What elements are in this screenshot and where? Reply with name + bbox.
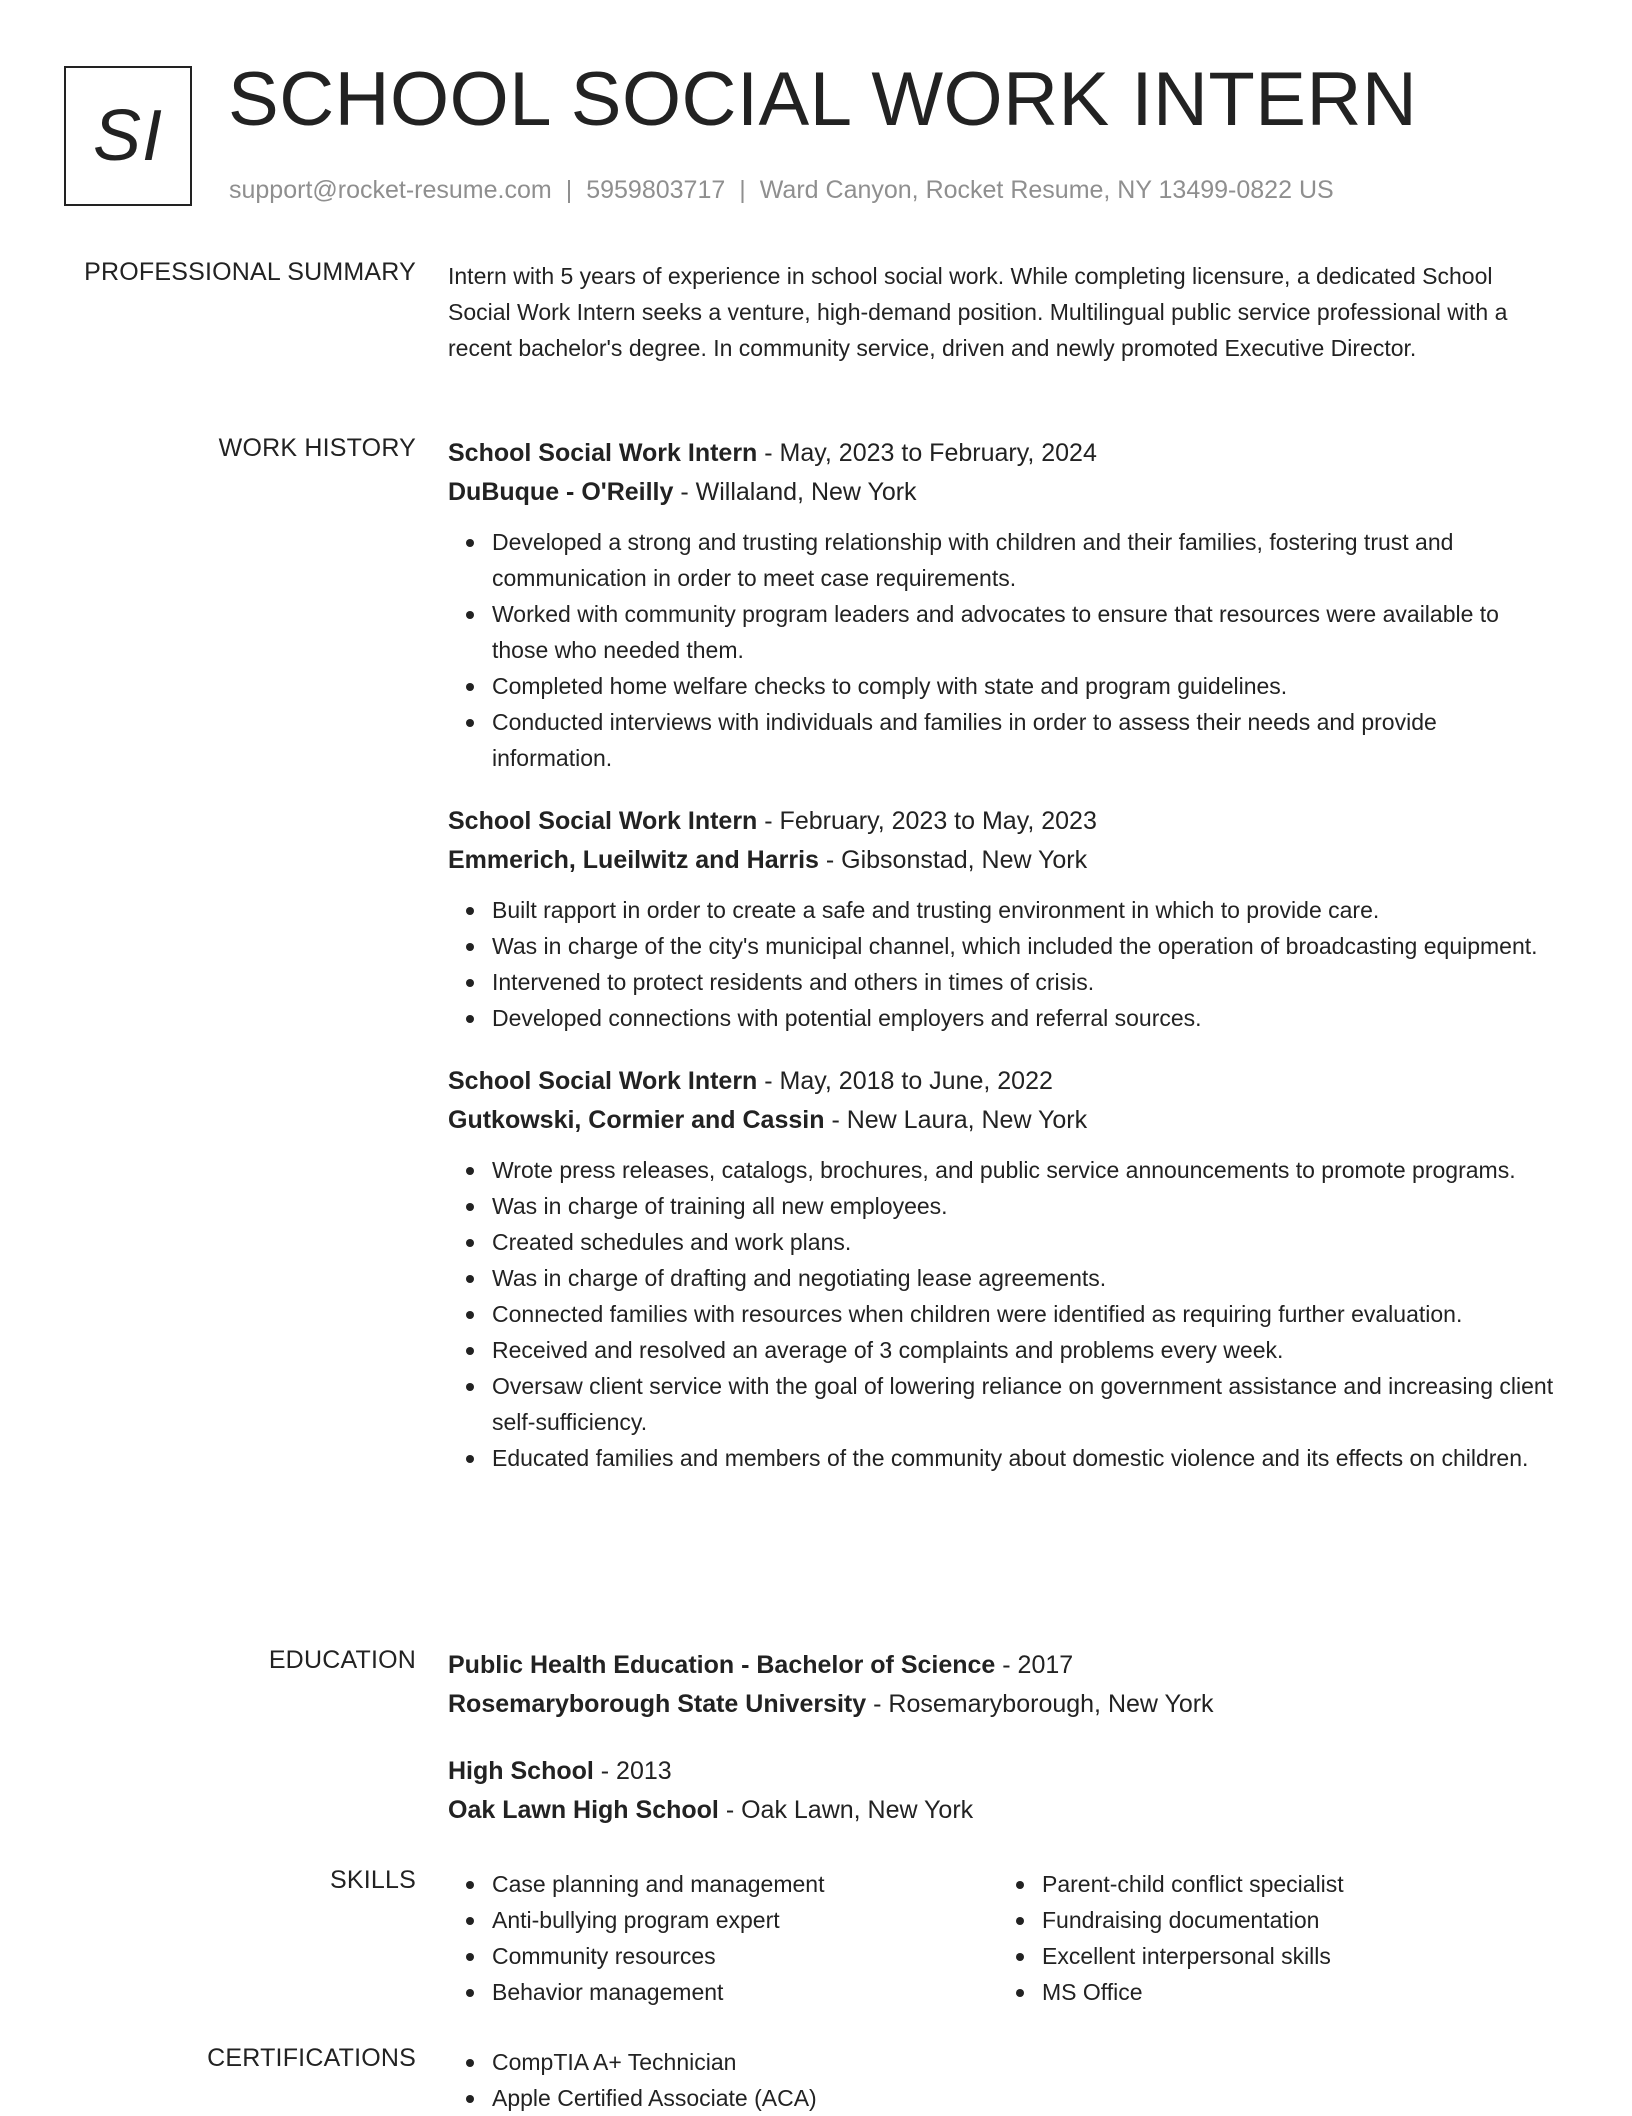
skill-item: Case planning and management <box>492 1866 998 1902</box>
section-label-work-history: WORK HISTORY <box>218 434 416 462</box>
education-location: - Rosemaryborough, New York <box>866 1690 1214 1718</box>
job-title: School Social Work Intern <box>448 807 758 835</box>
job-dates: - May, 2018 to June, 2022 <box>757 1067 1053 1095</box>
job-bullet: Oversaw client service with the goal of lowering reliance on government assistance and increasing client self-sufficiency. <box>492 1368 1558 1440</box>
job-entry <box>448 802 1558 1036</box>
education-body <box>448 1646 1558 1858</box>
contact-address: Ward Canyon, Rocket Resume, NY 13499-0822 US <box>759 176 1334 204</box>
education-degree-line <box>448 1752 1558 1791</box>
job-title-line <box>448 1062 1558 1101</box>
section-label-education: EDUCATION <box>268 1646 416 1674</box>
work-history-body <box>448 434 1558 1502</box>
skill-item: Community resources <box>492 1938 998 1974</box>
job-company-line <box>448 473 1558 512</box>
job-company: DuBuque - O'Reilly <box>448 478 674 506</box>
job-bullet: Conducted interviews with individuals and families in order to assess their needs and provide information. <box>492 704 1558 776</box>
skills-list <box>998 1866 1548 2010</box>
job-bullet: Developed connections with potential employers and referral sources. <box>492 1000 1558 1036</box>
resume-title: SCHOOL SOCIAL WORK INTERN <box>228 57 1418 142</box>
job-bullet: Built rapport in order to create a safe and trusting environment in which to provide care. <box>492 892 1558 928</box>
job-dates: - February, 2023 to May, 2023 <box>757 807 1097 835</box>
certifications-column <box>448 2044 1548 2116</box>
job-company: Gutkowski, Cormier and Cassin <box>448 1106 825 1134</box>
education-degree: High School <box>448 1757 594 1785</box>
contact-email[interactable]: support@rocket-resume.com <box>229 176 552 204</box>
job-location: - Gibsonstad, New York <box>818 846 1088 874</box>
job-company: Emmerich, Lueilwitz and Harris <box>448 846 819 874</box>
job-bullet: Developed a strong and trusting relationship with children and their families, fostering trust and communication in order to meet case requirements. <box>492 524 1558 596</box>
education-school: Rosemaryborough State University <box>448 1690 867 1718</box>
certifications-body <box>448 2044 1558 2116</box>
job-title: School Social Work Intern <box>448 1067 758 1095</box>
education-school-line <box>448 1685 1558 1724</box>
section-label-certifications: CERTIFICATIONS <box>207 2044 416 2072</box>
resume-header <box>64 57 1584 214</box>
skill-item: Behavior management <box>492 1974 998 2010</box>
skill-item: Parent-child conflict specialist <box>1042 1866 1548 1902</box>
education-year: - 2013 <box>593 1757 672 1785</box>
education-degree-line <box>448 1646 1558 1685</box>
certification-item: Apple Certified Associate (ACA) <box>492 2080 1548 2116</box>
job-bullets <box>448 1152 1558 1476</box>
skill-item: Excellent interpersonal skills <box>1042 1938 1548 1974</box>
job-bullet: Connected families with resources when children were identified as requiring further evaluation. <box>492 1296 1558 1332</box>
skills-list <box>448 1866 998 2010</box>
job-bullet: Completed home welfare checks to comply with state and program guidelines. <box>492 668 1558 704</box>
section-label-skills: SKILLS <box>330 1866 416 1894</box>
job-bullet: Was in charge of training all new employees. <box>492 1188 1558 1224</box>
job-location: - Willaland, New York <box>673 478 917 506</box>
certification-item: CompTIA A+ Technician <box>492 2044 1548 2080</box>
job-bullets <box>448 524 1558 776</box>
summary-body <box>448 258 1558 366</box>
job-bullet: Wrote press releases, catalogs, brochures, and public service announcements to promote programs. <box>492 1152 1558 1188</box>
job-bullet: Was in charge of drafting and negotiating lease agreements. <box>492 1260 1558 1296</box>
skills-grid <box>448 1866 1558 2010</box>
job-bullet: Worked with community program leaders and advocates to ensure that resources were available to those who needed them. <box>492 596 1558 668</box>
education-entry <box>448 1752 1558 1830</box>
contact-line <box>229 176 1334 205</box>
summary-text: Intern with 5 years of experience in school social work. While completing licensure, a dedicated School Social Work Intern seeks a venture, high-demand position. Multilingual public service professional with a recent bachelor's degree. In community service, driven and newly promoted Executive Director. <box>448 263 1508 361</box>
job-location: - New Laura, New York <box>824 1106 1088 1134</box>
certifications-list <box>448 2044 1548 2116</box>
education-degree: Public Health Education - Bachelor of Science <box>448 1651 996 1679</box>
skills-body <box>448 1866 1558 2010</box>
job-company-line <box>448 841 1558 880</box>
job-bullet: Intervened to protect residents and others in times of crisis. <box>492 964 1558 1000</box>
job-entry <box>448 1062 1558 1476</box>
contact-separator: | <box>739 176 746 204</box>
job-bullet: Received and resolved an average of 3 complaints and problems every week. <box>492 1332 1558 1368</box>
job-title-line <box>448 802 1558 841</box>
job-bullet: Was in charge of the city's municipal channel, which included the operation of broadcasting equipment. <box>492 928 1558 964</box>
skill-item: Anti-bullying program expert <box>492 1902 998 1938</box>
job-entry <box>448 434 1558 776</box>
skill-item: MS Office <box>1042 1974 1548 2010</box>
skills-column-right <box>998 1866 1548 2010</box>
education-school-line <box>448 1791 1558 1830</box>
contact-phone[interactable]: 5959803717 <box>586 176 726 204</box>
job-title-line <box>448 434 1558 473</box>
education-entry <box>448 1646 1558 1724</box>
job-bullet: Educated families and members of the community about domestic violence and its effects on children. <box>492 1440 1558 1476</box>
job-title: School Social Work Intern <box>448 439 758 467</box>
contact-separator: | <box>565 176 573 204</box>
skill-item: Fundraising documentation <box>1042 1902 1548 1938</box>
job-bullet: Created schedules and work plans. <box>492 1224 1558 1260</box>
education-location: - Oak Lawn, New York <box>718 1796 974 1824</box>
job-dates: - May, 2023 to February, 2024 <box>757 439 1097 467</box>
education-school: Oak Lawn High School <box>448 1796 719 1824</box>
education-year: - 2017 <box>995 1651 1074 1679</box>
section-label-summary: PROFESSIONAL SUMMARY <box>84 258 416 286</box>
skills-column-left <box>448 1866 998 2010</box>
job-company-line <box>448 1101 1558 1140</box>
job-bullets <box>448 892 1558 1036</box>
monogram-logo: SI <box>64 66 192 206</box>
